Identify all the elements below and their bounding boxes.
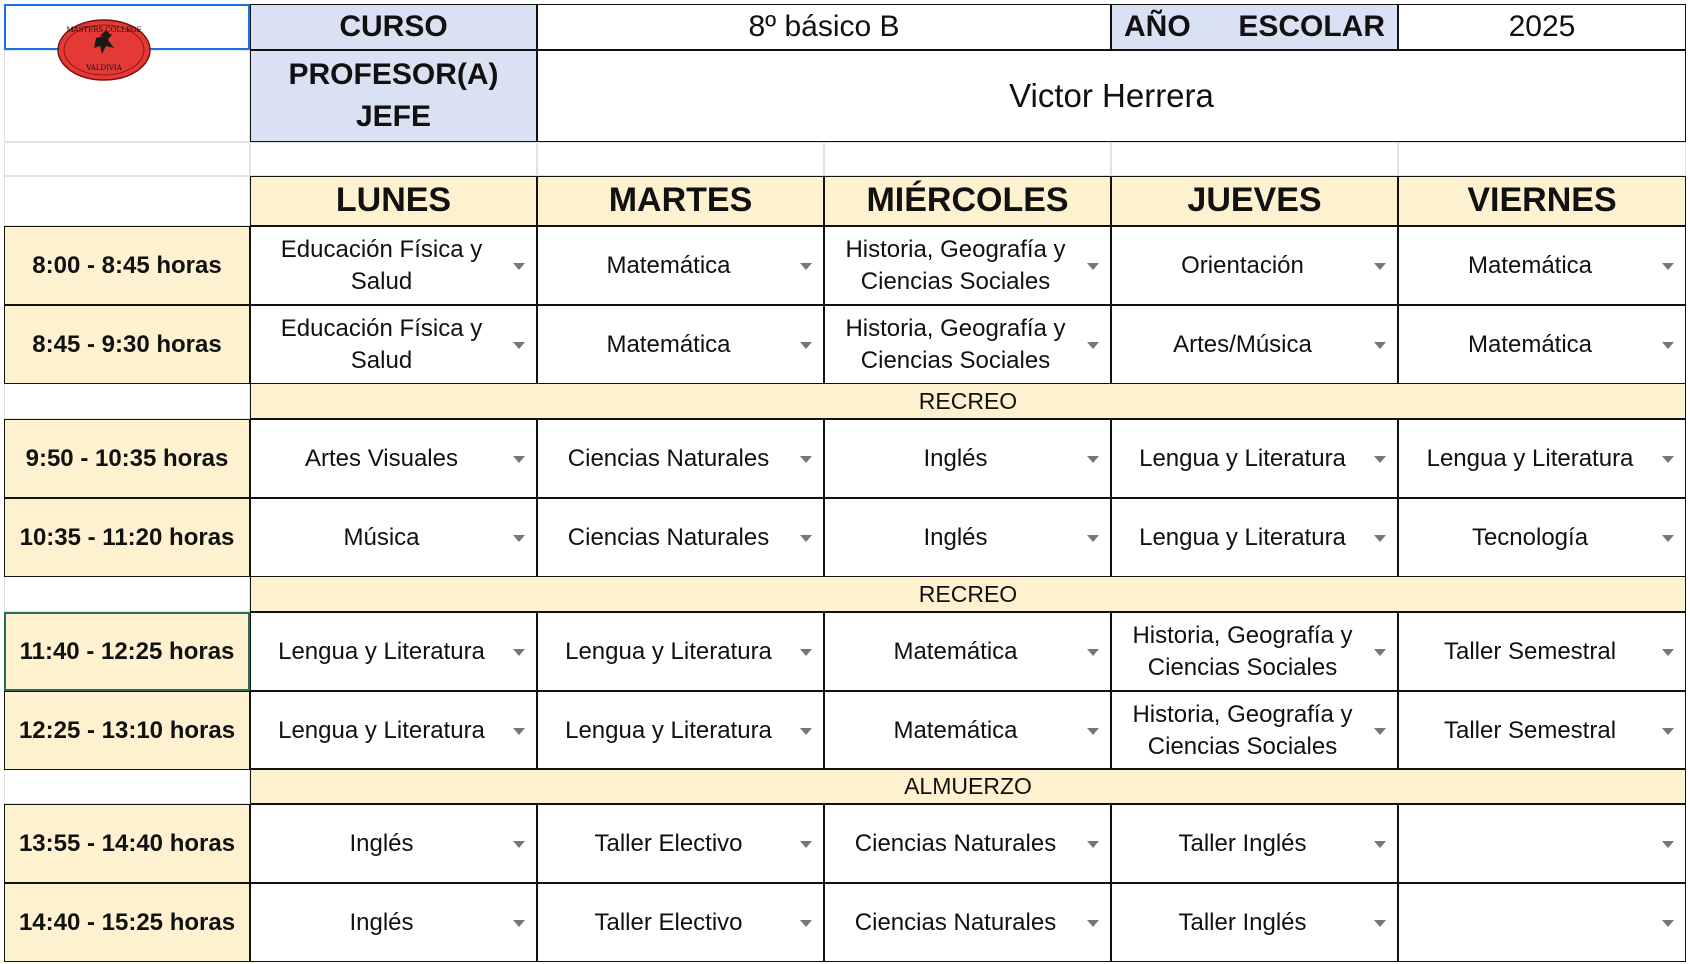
- subject-label: Taller Electivo: [594, 829, 743, 857]
- dropdown-arrow-icon[interactable]: [800, 649, 812, 656]
- logo-top-text: MASTERS COLLEGE: [66, 26, 142, 34]
- dropdown-arrow-icon[interactable]: [1087, 535, 1099, 542]
- dropdown-arrow-icon[interactable]: [1087, 456, 1099, 463]
- time-slot-label: 10:35 - 11:20 horas: [19, 523, 235, 551]
- subject-dropdown-miercoles[interactable]: [824, 226, 1111, 305]
- subject-dropdown-martes[interactable]: [537, 804, 824, 883]
- dropdown-arrow-icon[interactable]: [513, 841, 525, 848]
- subject-label: Lengua y Literatura: [278, 716, 485, 744]
- subject-dropdown-viernes[interactable]: [1398, 612, 1686, 691]
- dropdown-arrow-icon[interactable]: [513, 342, 525, 349]
- profesor-value: Victor Herrera: [1009, 77, 1214, 115]
- subject-label: Ciencias Naturales: [854, 908, 1057, 936]
- dropdown-arrow-icon[interactable]: [1662, 841, 1674, 848]
- subject-dropdown-miercoles[interactable]: [824, 305, 1111, 384]
- curso-value-cell[interactable]: [537, 4, 1111, 50]
- subject-dropdown-jueves[interactable]: [1111, 883, 1398, 962]
- recreo-band-2[interactable]: [250, 576, 1686, 612]
- time-slot-label: 9:50 - 10:35 horas: [25, 444, 229, 472]
- subject-dropdown-lunes[interactable]: [250, 804, 537, 883]
- time-slot-cell[interactable]: [4, 226, 250, 305]
- subject-dropdown-viernes[interactable]: [1398, 305, 1686, 384]
- subject-label: Ciencias Naturales: [567, 523, 770, 551]
- subject-label: Matemática: [606, 251, 731, 279]
- dropdown-arrow-icon[interactable]: [1662, 456, 1674, 463]
- dropdown-arrow-icon[interactable]: [800, 841, 812, 848]
- dropdown-arrow-icon[interactable]: [1087, 841, 1099, 848]
- day-header-jueves[interactable]: [1111, 176, 1398, 226]
- dropdown-arrow-icon[interactable]: [800, 456, 812, 463]
- subject-dropdown-lunes[interactable]: [250, 226, 537, 305]
- empty-cell[interactable]: [1111, 142, 1398, 176]
- profesor-value-cell[interactable]: [537, 50, 1686, 142]
- profesor-label-2: JEFE: [355, 100, 432, 133]
- subject-dropdown-miercoles[interactable]: [824, 883, 1111, 962]
- subject-dropdown-jueves[interactable]: [1111, 691, 1398, 770]
- subject-label: Matemática: [893, 637, 1018, 665]
- subject-label: Matemática: [893, 716, 1018, 744]
- time-slot-cell[interactable]: [4, 804, 250, 883]
- anio-label-1: AÑO: [1124, 10, 1191, 44]
- subject-dropdown-jueves[interactable]: [1111, 804, 1398, 883]
- dropdown-arrow-icon[interactable]: [513, 728, 525, 735]
- school-logo: [56, 18, 152, 82]
- dropdown-arrow-icon[interactable]: [513, 535, 525, 542]
- subject-label: Lengua y Literatura: [1139, 523, 1346, 551]
- subject-dropdown-martes[interactable]: [537, 419, 824, 498]
- subject-dropdown-viernes[interactable]: [1398, 691, 1686, 770]
- empty-cell[interactable]: [4, 576, 250, 612]
- time-slot-cell[interactable]: [4, 305, 250, 384]
- subject-label: Artes/Música: [1173, 330, 1312, 358]
- subject-dropdown-martes[interactable]: [537, 883, 824, 962]
- subject-dropdown-jueves[interactable]: [1111, 612, 1398, 691]
- subject-label: Historia, Geografía y Ciencias Sociales: [845, 235, 1066, 295]
- subject-dropdown-lunes[interactable]: [250, 612, 537, 691]
- dropdown-arrow-icon[interactable]: [1374, 342, 1386, 349]
- subject-label: Artes Visuales: [305, 444, 458, 472]
- subject-dropdown-martes[interactable]: [537, 498, 824, 577]
- dropdown-arrow-icon[interactable]: [513, 920, 525, 927]
- almuerzo-band[interactable]: [250, 768, 1686, 804]
- dropdown-arrow-icon[interactable]: [1662, 728, 1674, 735]
- day-header-miercoles[interactable]: [824, 176, 1111, 226]
- anio-label-cell[interactable]: [1111, 4, 1398, 50]
- dropdown-arrow-icon[interactable]: [1374, 263, 1386, 270]
- day-label: MIÉRCOLES: [866, 181, 1069, 220]
- subject-dropdown-miercoles[interactable]: [824, 691, 1111, 770]
- subject-label: Lengua y Literatura: [278, 637, 485, 665]
- subject-label: Educación Física y Salud: [280, 235, 483, 295]
- anio-value-cell[interactable]: [1398, 4, 1686, 50]
- logo-bottom-text: VALDIVIA: [86, 64, 122, 72]
- time-slot-label: 8:45 - 9:30 horas: [32, 330, 222, 358]
- anio-value: 2025: [1508, 10, 1576, 44]
- recreo-band-1[interactable]: [250, 383, 1686, 419]
- time-slot-label: 12:25 - 13:10 horas: [18, 716, 236, 744]
- subject-dropdown-lunes[interactable]: [250, 498, 537, 577]
- subject-label: Inglés: [923, 444, 988, 472]
- day-header-martes[interactable]: [537, 176, 824, 226]
- dropdown-arrow-icon[interactable]: [800, 535, 812, 542]
- subject-label: Taller Inglés: [1178, 829, 1307, 857]
- subject-dropdown-viernes[interactable]: [1398, 419, 1686, 498]
- profesor-label-1: PROFESOR(A): [288, 58, 499, 91]
- subject-label: Taller Electivo: [594, 908, 743, 936]
- subject-label: Inglés: [923, 523, 988, 551]
- subject-label: Taller Semestral: [1443, 716, 1617, 744]
- band-label: RECREO: [918, 387, 1018, 414]
- dropdown-arrow-icon[interactable]: [1374, 535, 1386, 542]
- dropdown-arrow-icon[interactable]: [800, 728, 812, 735]
- subject-label: Música: [343, 523, 420, 551]
- subject-dropdown-miercoles[interactable]: [824, 612, 1111, 691]
- subject-label: Tecnología: [1471, 523, 1589, 551]
- subject-dropdown-jueves[interactable]: [1111, 419, 1398, 498]
- dropdown-arrow-icon[interactable]: [1374, 728, 1386, 735]
- curso-label: CURSO: [339, 10, 448, 44]
- subject-dropdown-miercoles[interactable]: [824, 804, 1111, 883]
- dropdown-arrow-icon[interactable]: [800, 342, 812, 349]
- empty-cell[interactable]: [1398, 142, 1686, 176]
- dropdown-arrow-icon[interactable]: [513, 649, 525, 656]
- anio-label-2: ESCOLAR: [1238, 10, 1385, 44]
- day-label: MARTES: [608, 181, 753, 220]
- time-slot-cell[interactable]: [4, 691, 250, 770]
- empty-cell[interactable]: [537, 142, 824, 176]
- band-label: ALMUERZO: [904, 772, 1032, 799]
- dropdown-arrow-icon[interactable]: [1374, 456, 1386, 463]
- subject-dropdown-martes[interactable]: [537, 612, 824, 691]
- empty-cell[interactable]: [4, 383, 250, 419]
- dropdown-arrow-icon[interactable]: [1087, 649, 1099, 656]
- subject-label: Lengua y Literatura: [1139, 444, 1346, 472]
- subject-dropdown-miercoles[interactable]: [824, 419, 1111, 498]
- subject-label: Taller Inglés: [1178, 908, 1307, 936]
- subject-label: Historia, Geografía y Ciencias Sociales: [1132, 700, 1353, 760]
- subject-dropdown-lunes[interactable]: [250, 419, 537, 498]
- dropdown-arrow-icon[interactable]: [1374, 649, 1386, 656]
- empty-cell[interactable]: [250, 142, 537, 176]
- profesor-label-cell[interactable]: [250, 50, 537, 142]
- subject-dropdown-martes[interactable]: [537, 305, 824, 384]
- curso-label-cell[interactable]: [250, 4, 537, 50]
- subject-label: Taller Semestral: [1443, 637, 1617, 665]
- subject-dropdown-miercoles[interactable]: [824, 498, 1111, 577]
- time-slot-cell[interactable]: [4, 419, 250, 498]
- day-label: JUEVES: [1187, 181, 1322, 220]
- time-slot-cell[interactable]: [4, 498, 250, 577]
- time-slot-cell[interactable]: [4, 612, 250, 691]
- dropdown-arrow-icon[interactable]: [1662, 263, 1674, 270]
- subject-label: Historia, Geografía y Ciencias Sociales: [845, 314, 1066, 374]
- day-label: VIERNES: [1467, 181, 1617, 220]
- subject-dropdown-viernes[interactable]: [1398, 883, 1686, 962]
- time-slot-label: 14:40 - 15:25 horas: [18, 908, 236, 936]
- time-slot-label: 11:40 - 12:25 horas: [19, 637, 235, 665]
- dropdown-arrow-icon[interactable]: [1087, 728, 1099, 735]
- day-label: LUNES: [335, 181, 452, 220]
- subject-dropdown-jueves[interactable]: [1111, 498, 1398, 577]
- subject-label: Matemática: [606, 330, 731, 358]
- subject-dropdown-viernes[interactable]: [1398, 498, 1686, 577]
- empty-cell[interactable]: [4, 176, 250, 226]
- dropdown-arrow-icon[interactable]: [1087, 263, 1099, 270]
- subject-label: Historia, Geografía y Ciencias Sociales: [1132, 621, 1353, 681]
- day-header-viernes[interactable]: [1398, 176, 1686, 226]
- time-slot-cell[interactable]: [4, 883, 250, 962]
- subject-dropdown-viernes[interactable]: [1398, 804, 1686, 883]
- subject-label: Inglés: [349, 829, 414, 857]
- dropdown-arrow-icon[interactable]: [1374, 920, 1386, 927]
- band-label: RECREO: [918, 580, 1018, 607]
- dropdown-arrow-icon[interactable]: [1662, 535, 1674, 542]
- empty-cell[interactable]: [824, 142, 1111, 176]
- subject-label: Ciencias Naturales: [854, 829, 1057, 857]
- subject-label: Matemática: [1467, 251, 1593, 279]
- dropdown-arrow-icon[interactable]: [1374, 841, 1386, 848]
- dropdown-arrow-icon[interactable]: [1662, 649, 1674, 656]
- curso-value: 8º básico B: [748, 10, 900, 44]
- subject-dropdown-lunes[interactable]: [250, 883, 537, 962]
- subject-label: Lengua y Literatura: [565, 716, 772, 744]
- subject-label: Orientación: [1181, 251, 1304, 279]
- subject-dropdown-jueves[interactable]: [1111, 226, 1398, 305]
- empty-cell[interactable]: [4, 768, 250, 804]
- subject-dropdown-jueves[interactable]: [1111, 305, 1398, 384]
- dropdown-arrow-icon[interactable]: [1087, 920, 1099, 927]
- dropdown-arrow-icon[interactable]: [1662, 920, 1674, 927]
- subject-dropdown-viernes[interactable]: [1398, 226, 1686, 305]
- subject-label: Lengua y Literatura: [565, 637, 772, 665]
- subject-label: Inglés: [349, 908, 414, 936]
- day-header-lunes[interactable]: [250, 176, 537, 226]
- dropdown-arrow-icon[interactable]: [1662, 342, 1674, 349]
- dropdown-arrow-icon[interactable]: [513, 263, 525, 270]
- dropdown-arrow-icon[interactable]: [1087, 342, 1099, 349]
- dropdown-arrow-icon[interactable]: [800, 920, 812, 927]
- subject-dropdown-martes[interactable]: [537, 226, 824, 305]
- subject-dropdown-lunes[interactable]: [250, 305, 537, 384]
- dropdown-arrow-icon[interactable]: [800, 263, 812, 270]
- time-slot-label: 13:55 - 14:40 horas: [18, 829, 236, 857]
- subject-label: Ciencias Naturales: [567, 444, 770, 472]
- dropdown-arrow-icon[interactable]: [513, 456, 525, 463]
- subject-dropdown-lunes[interactable]: [250, 691, 537, 770]
- subject-dropdown-martes[interactable]: [537, 691, 824, 770]
- empty-cell[interactable]: [4, 142, 250, 176]
- subject-label: Matemática: [1467, 330, 1593, 358]
- subject-label: Educación Física y Salud: [280, 314, 483, 374]
- subject-label: Lengua y Literatura: [1426, 444, 1634, 472]
- time-slot-label: 8:00 - 8:45 horas: [32, 251, 222, 279]
